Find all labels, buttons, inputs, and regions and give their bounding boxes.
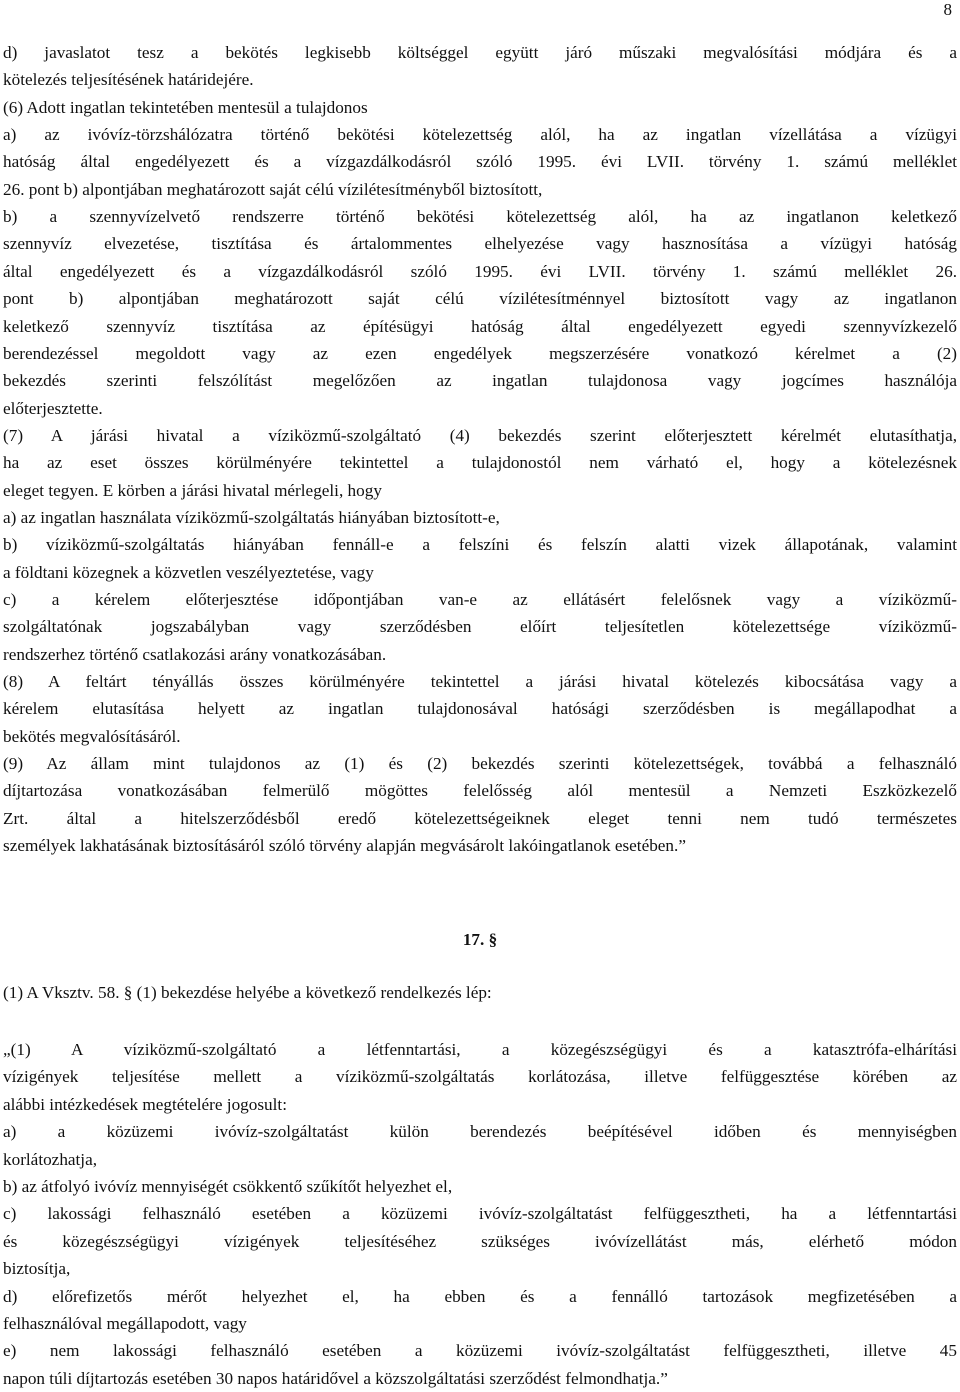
text-line: által engedélyezett és a vízgazdálkodásról szóló 1995. évi LVII. törvény 1. számú melléklet 26.: [3, 262, 957, 281]
text-line: e) nem lakossági felhasználó esetében a közüzemi ivóvíz-szolgáltatást felfüggesztheti, illetve 45: [3, 1341, 957, 1360]
text-line: (9) Az állam mint tulajdonos az (1) és (2) bekezdés szerinti kötelezettségek, továbbá a felhasználó: [3, 754, 957, 773]
text-line: bekötés megvalósításáról.: [3, 727, 181, 746]
text-line: biztosítja,: [3, 1259, 71, 1278]
text-line: hatóság által engedélyezett és a vízgazdálkodásról szóló 1995. évi LVII. törvény 1. számú melléklet: [3, 152, 957, 171]
text-line: (1) A Vksztv. 58. § (1) bekezdése helyébe a következő rendelkezés lép:: [3, 983, 492, 1002]
text-line: a) a közüzemi ivóvíz-szolgáltatást külön berendezés beépítésével időben és mennyiségben: [3, 1122, 957, 1141]
text-line: „(1) A víziközmű-szolgáltató a létfenntartási, a közegészségügyi és a katasztrófa-elhárítási: [3, 1040, 957, 1059]
text-line: (8) A feltárt tényállás összes körülményére tekintettel a járási hivatal kötelezés kibocsátása vagy a: [3, 672, 957, 691]
text-line: vízigények teljesítése mellett a víziközmű-szolgáltatás korlátozása, illetve felfüggesztése körében az: [3, 1067, 957, 1086]
text-line: a) az ingatlan használata víziközmű-szolgáltatás hiányában biztosított-e,: [3, 508, 500, 527]
text-line: eleget tegyen. E körben a járási hivatal mérlegeli, hogy: [3, 481, 382, 500]
text-line: (7) A járási hivatal a víziközmű-szolgáltató (4) bekezdés szerint előterjesztett kérelmét elutasíthatja,: [3, 426, 957, 445]
text-line: szennyvíz elvezetése, tisztítása és ártalommentes elhelyezése vagy hasznosítása a vízügyi hatóság: [3, 234, 957, 253]
text-line: díjtartozása vonatkozásában felmerülő mögöttes felelősség alól mentesül a Nemzeti Eszközkezelő: [3, 781, 957, 800]
text-line: berendezéssel megoldott vagy az ezen engedélyek megszerzésére vonatkozó kérelmet a (2): [3, 344, 957, 363]
section-heading: 17. §: [462, 930, 498, 949]
text-line: bekezdés szerinti felszólítást megelőzően az ingatlan tulajdonosa vagy jogcímes használója: [3, 371, 957, 390]
text-line: felhasználóval megállapodott, vagy: [3, 1314, 247, 1333]
text-line: Zrt. által a hitelszerződésből eredő kötelezettségeiknek eleget tenni nem tudó természetes: [3, 809, 957, 828]
text-line: b) az átfolyó ivóvíz mennyiségét csökkentő szűkítőt helyezhet el,: [3, 1177, 453, 1196]
text-line: 26. pont b) alpontjában meghatározott saját célú vízilétesítményből biztosított,: [3, 180, 543, 199]
text-line: keletkező szennyvíz tisztítása az építésügyi hatóság által engedélyezett egyedi szennyvízkezelő: [3, 317, 957, 336]
text-line: szolgáltatónak jogszabályban vagy szerződésben előírt teljesítetlen kötelezettsége víziközmű-: [3, 617, 957, 636]
text-line: c) a kérelem előterjesztése időpontjában van-e az ellátásért felelősnek vagy a víziközmű-: [3, 590, 957, 609]
text-line: kérelem elutasítása helyett az ingatlan tulajdonosával hatósági szerződésben is megállapodhat a: [3, 699, 957, 718]
text-line: b) a szennyvízelvető rendszerre történő bekötési kötelezettség alól, ha az ingatlanon keletkező: [3, 207, 957, 226]
text-line: napon túli díjtartozás esetében 30 napos határidővel a közszolgáltatási szerződést felmondhatja.”: [3, 1369, 668, 1388]
text-line: c) lakossági felhasználó esetében a közüzemi ivóvíz-szolgáltatást felfüggesztheti, ha a létfenntartási: [3, 1204, 957, 1223]
page-number: 8: [943, 0, 952, 19]
text-line: pont b) alpontjában meghatározott saját célú vízilétesítménnyel biztosított vagy az ingatlanon: [3, 289, 957, 308]
text-line: d) előrefizetős mérőt helyezhet el, ha ebben és a fennálló tartozások megfizetésében a: [3, 1287, 957, 1306]
text-line: kötelezés teljesítésének határidejére.: [3, 70, 254, 89]
text-line: a földtani közegnek a közvetlen veszélyeztetése, vagy: [3, 563, 374, 582]
text-line: személyek lakhatásának biztosításáról szóló törvény alapján megvásárolt lakóingatlanok esetében.”: [3, 836, 686, 855]
text-line: a) az ivóvíz-törzshálózatra történő bekötési kötelezettség alól, ha az ingatlan vízellátása a vízügyi: [3, 125, 957, 144]
text-line: és közegészségügyi vízigények teljesítéséhez szükséges ivóvízellátást más, elérhető módon: [3, 1232, 957, 1251]
text-line: b) víziközmű-szolgáltatás hiányában fennáll-e a felszíni és felszín alatti vizek állapotának, valamint: [3, 535, 957, 554]
text-line: ha az eset összes körülményére tekintettel a tulajdonostól nem várható el, hogy a kötelezésnek: [3, 453, 957, 472]
text-line: alábbi intézkedések megtételére jogosult:: [3, 1095, 287, 1114]
text-line: korlátozhatja,: [3, 1150, 98, 1169]
text-line: rendszerhez történő csatlakozási arány vonatkozásában.: [3, 645, 387, 664]
text-line: (6) Adott ingatlan tekintetében mentesül a tulajdonos: [3, 98, 368, 117]
text-line: előterjesztette.: [3, 399, 103, 418]
text-line: d) javaslatot tesz a bekötés legkisebb költséggel együtt járó műszaki megvalósítási módjára és a: [3, 43, 957, 62]
